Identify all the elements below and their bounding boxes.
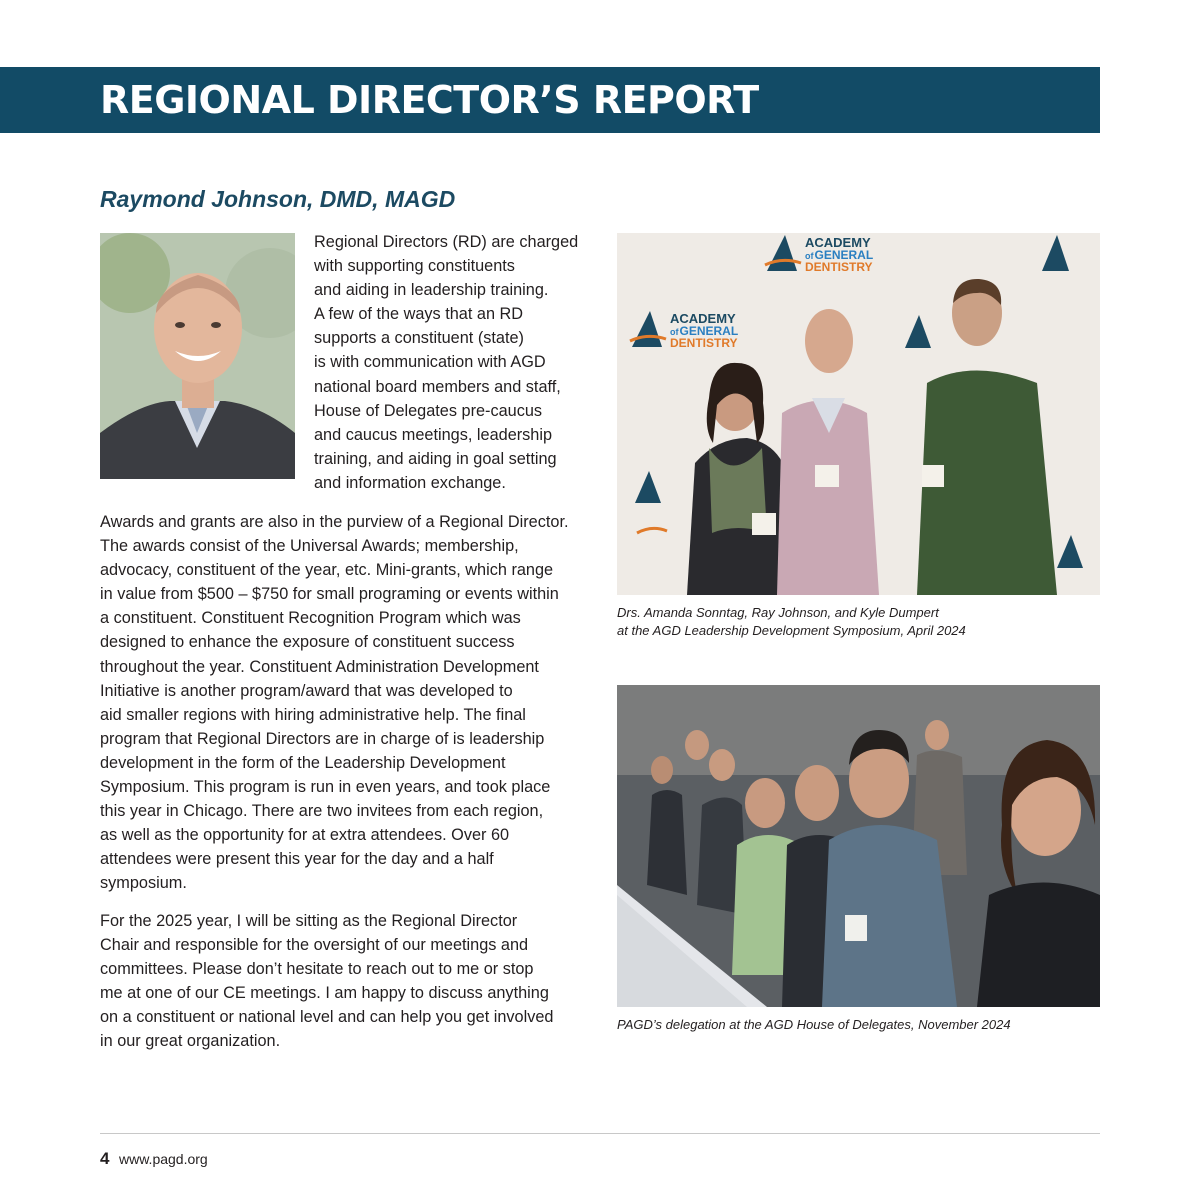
author-portrait bbox=[100, 233, 295, 479]
svg-text:ACADEMY: ACADEMY bbox=[805, 235, 871, 250]
body-paragraph-2025: For the 2025 year, I will be sitting as the Regional Director Chair and responsible for the oversight of our meetings and committees. Please don’t hesitate to reach out to me or stop me at one of our CE meetings. I am happy to discuss anything on a constituent or national level and can help you get involved in our great organization. bbox=[100, 912, 554, 1051]
author-name: Raymond Johnson, DMD, MAGD bbox=[100, 186, 456, 212]
header-banner bbox=[0, 67, 1100, 133]
svg-text:ofGENERAL: ofGENERAL bbox=[805, 248, 874, 262]
page-title: REGIONAL DIRECTOR’S REPORT bbox=[100, 78, 759, 122]
delegation-photo bbox=[617, 685, 1100, 1007]
svg-text:DENTISTRY: DENTISTRY bbox=[805, 260, 873, 274]
body-paragraph-awards: Awards and grants are also in the purview of a Regional Director. The awards consist of the Universal Awards; membership, advocacy, constituent of the year, etc. Mini-grants, which range in value from $500 – $750 for small programing or events within a constituent. Constituent Recognition Program which was designed to enhance the exposure of constituent success throughout the year. Constituent Administration Development Initiative is another program/award that was developed to aid smaller regions with hiring administrative help. The final program that Regional Directors are in charge of is leadership development in the form of the Leadership Development Symposium. This program is run in even years, and took place this year in Chicago. There are two invitees from each region, as well as the opportunity for at extra attendees. Over 60 attendees were present this year for the day and a half symposium. bbox=[100, 513, 569, 893]
footer-divider bbox=[100, 1133, 1100, 1134]
svg-text:ACADEMY: ACADEMY bbox=[670, 311, 736, 326]
symposium-photo-caption: Drs. Amanda Sonntag, Ray Johnson, and Kyle Dumpert at the AGD Leadership Development Symposium, April 2024 bbox=[617, 605, 966, 638]
footer-website-link[interactable]: www.pagd.org bbox=[119, 1151, 208, 1167]
symposium-photo bbox=[617, 233, 1100, 595]
delegation-photo-caption: PAGD’s delegation at the AGD House of Delegates, November 2024 bbox=[617, 1017, 1011, 1032]
intro-paragraph: Regional Directors (RD) are charged with supporting constituents and aiding in leadership training. A few of the ways that an RD supports a constituent (state) is with communication with AGD national board members and staff, House of Delegates pre-caucus and caucus meetings, leadership training, and aiding in goal setting and information exchange. bbox=[314, 233, 579, 492]
svg-text:DENTISTRY: DENTISTRY bbox=[670, 336, 738, 350]
svg-text:ofGENERAL: ofGENERAL bbox=[670, 324, 739, 338]
page-number: 4 bbox=[100, 1149, 110, 1168]
